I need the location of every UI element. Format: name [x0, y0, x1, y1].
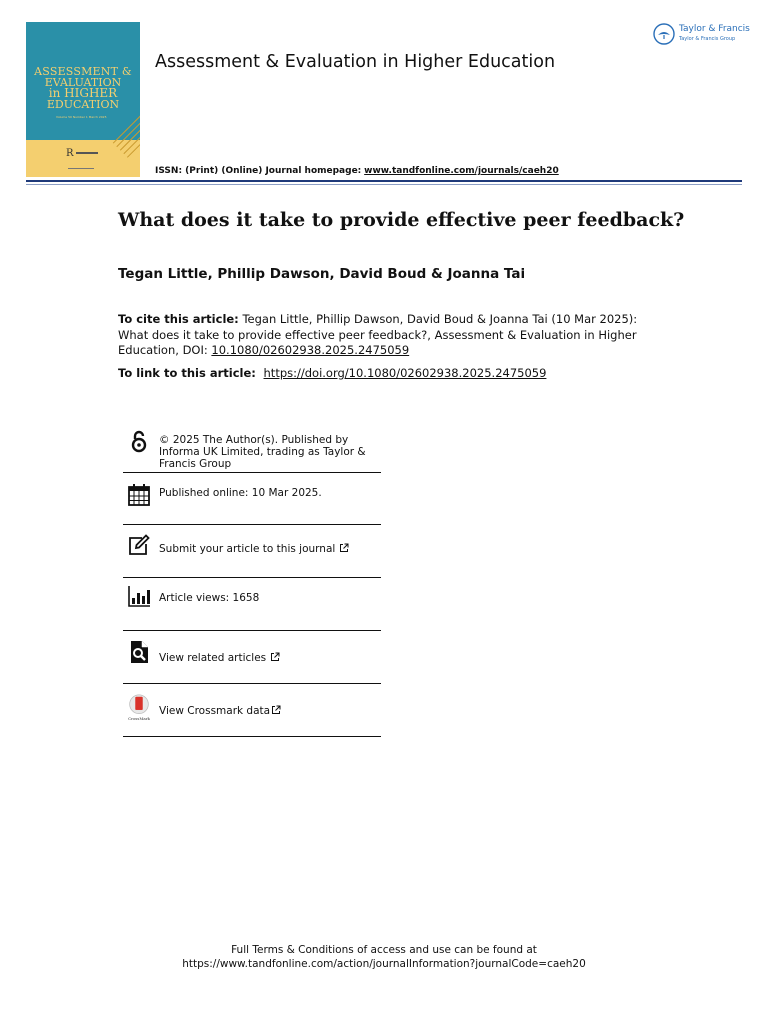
- external-link-icon: [339, 543, 349, 553]
- routledge-logo-mark: R: [66, 148, 74, 159]
- crossmark-label: View Crossmark data: [159, 705, 271, 717]
- cover-title-line: EVALUATION: [44, 76, 122, 89]
- bar-chart-icon: [127, 584, 151, 608]
- terms-url[interactable]: https://www.tandfonline.com/action/journalInformation?journalCode=caeh20: [182, 958, 586, 970]
- terms-footer: [0, 943, 768, 971]
- related-articles-link[interactable]: [159, 652, 280, 664]
- publisher-name: Taylor & Francis: [679, 24, 750, 34]
- issn-line: [155, 166, 559, 176]
- article-views: Article views: 1658: [159, 592, 260, 604]
- cover-volume-text: Volume 50 Number 1 March 2025: [56, 115, 107, 119]
- search-document-icon: [127, 640, 151, 664]
- taylor-francis-logo-icon: [653, 23, 675, 45]
- routledge-logo-wordmark: [76, 152, 98, 154]
- submit-link[interactable]: [159, 543, 349, 555]
- header-rule-thin: [26, 184, 742, 185]
- issn-label: ISSN: (Print) (Online) Journal homepage:: [155, 166, 362, 176]
- submit-row[interactable]: [123, 525, 381, 578]
- article-link-line: [118, 366, 546, 380]
- routledge-logo: [66, 148, 100, 168]
- publisher-group: Taylor & Francis Group: [679, 36, 736, 42]
- submit-label: Submit your article to this journal: [159, 543, 336, 555]
- doi-link[interactable]: 10.1080/02602938.2025.2475059: [211, 343, 410, 357]
- edit-icon: [127, 533, 151, 557]
- crossmark-icon: [127, 694, 151, 722]
- cover-title-line: ASSESSMENT &: [34, 65, 132, 78]
- license-text: © 2025 The Author(s). Published by Informa UK Limited, trading as Taylor & Francis Group: [159, 434, 366, 470]
- views-row: [123, 578, 381, 631]
- link-label: To link to this article:: [118, 366, 256, 380]
- crossmark-icon-label: CrossMark: [128, 716, 150, 722]
- published-row: [123, 473, 381, 525]
- related-label: View related articles: [159, 652, 267, 664]
- article-info-panel: [123, 424, 381, 737]
- cover-title: [26, 66, 140, 110]
- related-row[interactable]: [123, 631, 381, 684]
- calendar-icon: [127, 483, 151, 507]
- crossmark-link[interactable]: [159, 705, 281, 717]
- external-link-icon: [271, 705, 281, 715]
- citation: [118, 312, 658, 359]
- journal-cover: [26, 22, 140, 177]
- journal-title: Assessment & Evaluation in Higher Education: [155, 52, 556, 72]
- routledge-logo-underline: [68, 168, 94, 169]
- cover-title-line: EDUCATION: [46, 98, 120, 111]
- taylor-francis-logo[interactable]: [653, 22, 753, 48]
- article-authors: Tegan Little, Phillip Dawson, David Boud & Joanna Tai: [118, 266, 526, 282]
- cover-title-line: in HIGHER: [48, 86, 118, 100]
- header-rule: [26, 180, 742, 182]
- published-date: Published online: 10 Mar 2025.: [159, 487, 322, 499]
- cite-label: To cite this article:: [118, 312, 239, 326]
- article-doi-url[interactable]: https://doi.org/10.1080/02602938.2025.2475059: [263, 366, 547, 380]
- crossmark-row[interactable]: [123, 684, 381, 737]
- journal-homepage-link[interactable]: www.tandfonline.com/journals/caeh20: [364, 166, 559, 176]
- terms-line: Full Terms & Conditions of access and use can be found at: [231, 944, 537, 956]
- external-link-icon: [270, 652, 280, 662]
- cite-text: Tegan Little, Phillip Dawson, David Boud & Joanna Tai (10 Mar 2025): What does it take to provide effective peer feedback?, Assessment & Evaluation in Higher Education, DOI:: [118, 312, 638, 357]
- license-row: [123, 424, 381, 473]
- open-access-icon: [127, 430, 151, 454]
- article-title: What does it take to provide effective peer feedback?: [118, 209, 685, 231]
